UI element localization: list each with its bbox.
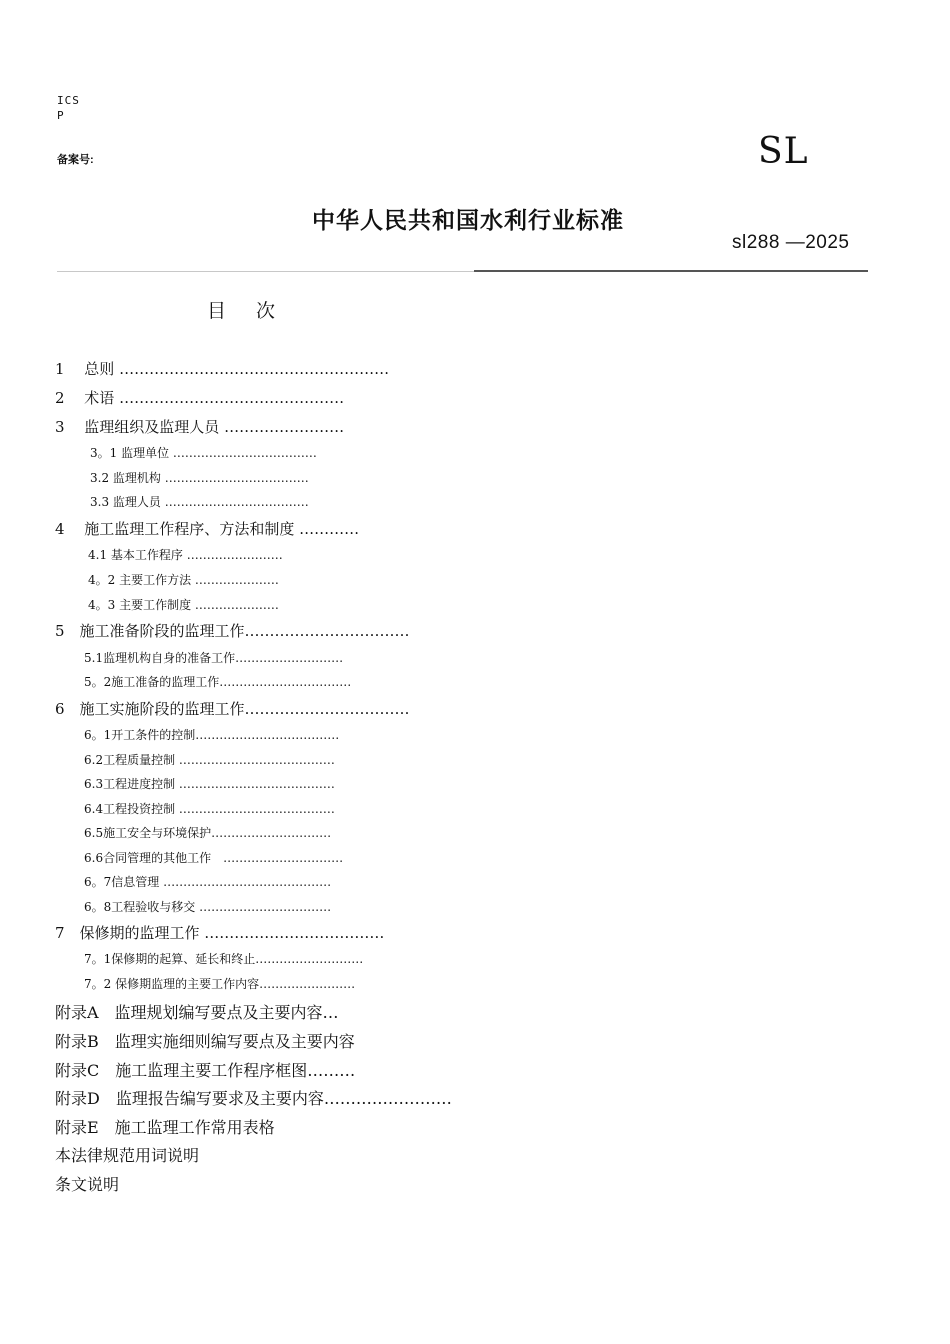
toc-entry-appendix-b[interactable]: 附录B 监理实施细则编写要点及主要内容 [55, 1032, 355, 1051]
toc-entry-6-6[interactable]: 6.6合同管理的其他工作 ………………………… [84, 851, 344, 865]
ics-label: ICS [57, 94, 80, 107]
toc-entry-clause-explanation[interactable]: 条文说明 [55, 1175, 120, 1194]
toc-entry-3-2[interactable]: 3.2 监理机构 ……………………………… [90, 471, 309, 485]
toc-entry-5-1[interactable]: 5.1监理机构自身的准备工作……………………… [84, 651, 344, 665]
toc-entry-6-4[interactable]: 6.4工程投资控制 ………………………………… [84, 802, 335, 816]
toc-entry-appendix-c[interactable]: 附录C 施工监理主要工作程序框图……… [55, 1061, 356, 1080]
toc-entry-6[interactable]: 6 施工实施阶段的监理工作…………………………… [55, 700, 410, 718]
standard-code-mark: SL [758, 131, 809, 172]
toc-entry-appendix-e[interactable]: 附录E 施工监理工作常用表格 [55, 1118, 275, 1137]
toc-entry-1[interactable]: 1 总则 ……………………………………………… [55, 360, 390, 378]
toc-entry-3[interactable]: 3 监理组织及监理人员 …………………… [55, 418, 345, 436]
toc-entry-appendix-d[interactable]: 附录D 监理报告编写要求及主要内容…………………… [55, 1089, 452, 1108]
toc-entry-6-8[interactable]: 6。8工程验收与移交 …………………………… [84, 900, 332, 914]
toc-entry-3-3[interactable]: 3.3 监理人员 ……………………………… [90, 495, 309, 509]
filing-number-label: 备案号: [57, 154, 94, 166]
toc-entry-5[interactable]: 5 施工准备阶段的监理工作…………………………… [55, 622, 410, 640]
toc-entry-7-2[interactable]: 7。2 保修期监理的主要工作内容…………………… [84, 977, 356, 991]
toc-entry-wording-explanation[interactable]: 本法律规范用词说明 [55, 1146, 200, 1165]
standard-number: sl288 —2025 [732, 232, 850, 253]
toc-entry-6-2[interactable]: 6.2工程质量控制 ………………………………… [84, 753, 335, 767]
toc-entry-6-7[interactable]: 6。7信息管理 …………………………………… [84, 875, 332, 889]
toc-entry-2[interactable]: 2 术语 ……………………………………… [55, 389, 345, 407]
toc-entry-3-1[interactable]: 3。1 监理单位 ……………………………… [90, 446, 317, 460]
toc-entry-6-5[interactable]: 6.5施工安全与环境保护………………………… [84, 826, 332, 840]
toc-entry-6-3[interactable]: 6.3工程进度控制 ………………………………… [84, 777, 335, 791]
toc-entry-5-2[interactable]: 5。2施工准备的监理工作…………………………… [84, 675, 352, 689]
class-label: P [57, 109, 65, 122]
toc-entry-4[interactable]: 4 施工监理工作程序、方法和制度 ………… [55, 520, 360, 538]
toc-entry-4-2[interactable]: 4。2 主要工作方法 ………………… [88, 573, 279, 587]
standard-title: 中华人民共和国水利行业标准 [312, 207, 624, 233]
toc-entry-4-1[interactable]: 4.1 基本工作程序 …………………… [88, 548, 283, 562]
toc-entry-6-1[interactable]: 6。1开工条件的控制……………………………… [84, 728, 340, 742]
toc-entry-7-1[interactable]: 7。1保修期的起算、延长和终止……………………… [84, 952, 364, 966]
toc-entry-7[interactable]: 7 保修期的监理工作 ……………………………… [55, 924, 385, 942]
toc-entry-appendix-a[interactable]: 附录A 监理规划编写要点及主要内容… [55, 1003, 339, 1022]
toc-entry-4-3[interactable]: 4。3 主要工作制度 ………………… [88, 598, 279, 612]
toc-title: 目次 [207, 300, 306, 322]
